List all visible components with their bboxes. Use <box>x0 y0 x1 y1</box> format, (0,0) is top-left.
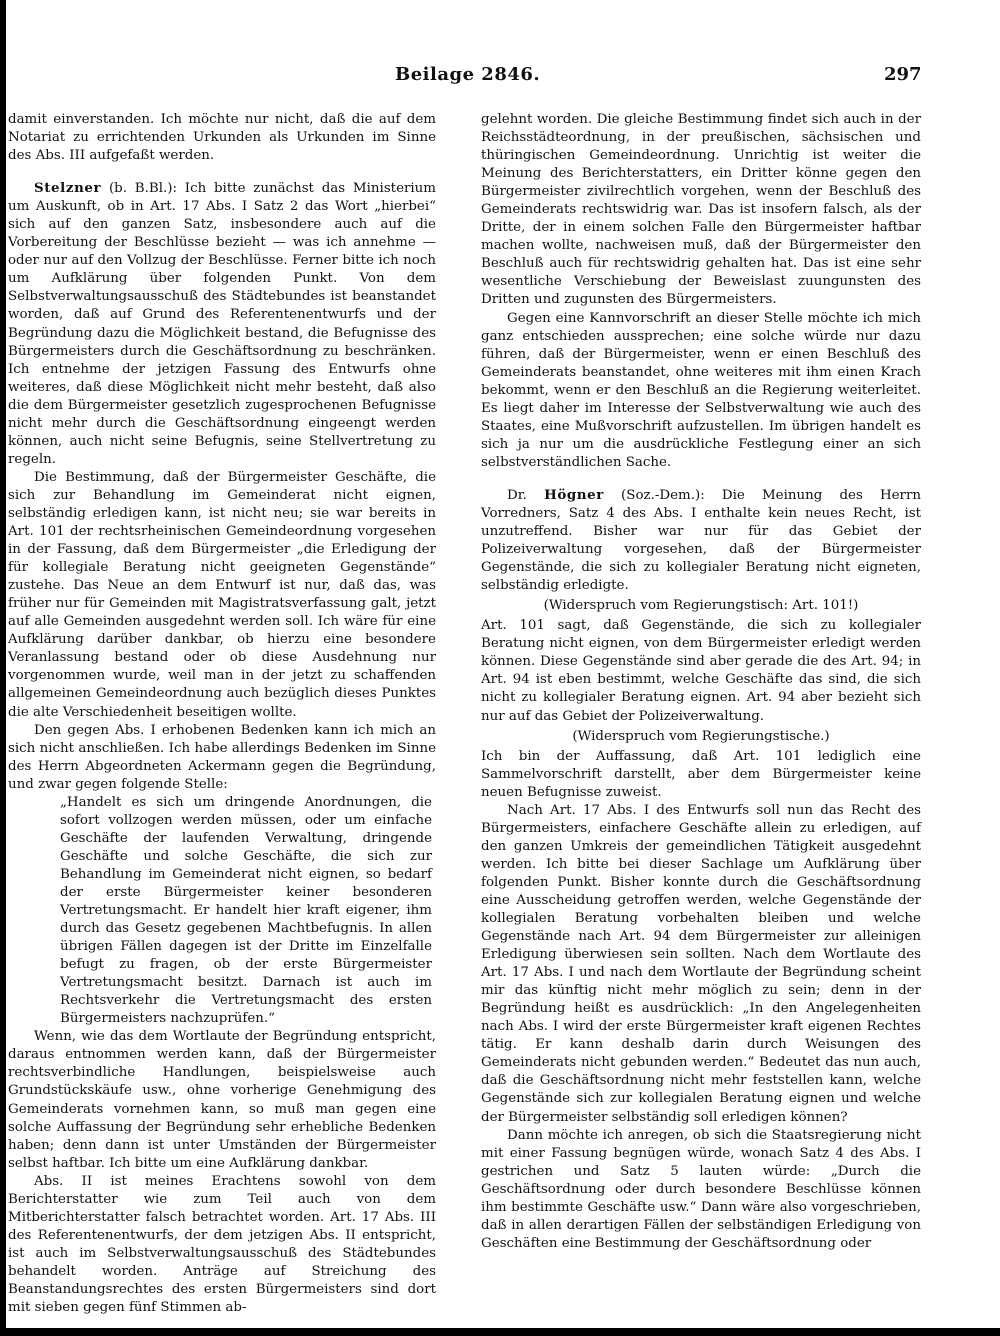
paragraph: Den gegen Abs. I erhobenen Bedenken kann ich mich an sich nicht anschließen. Ich habe allerdings Bedenken im Sinne des Herrn Abgeordneten Ackermann gegen die Begründung, und zwar gegen folgende Stelle: <box>8 722 436 792</box>
speech-stelzner <box>8 179 436 469</box>
block-quote: „Handelt es sich um dringende Anordnungen, die sofort vollzogen werden müssen, oder um einfache Geschäfte der laufenden Verwaltung, dringende Geschäfte und solche Geschäfte, die sich zur Behandlung im Gemeinderat nicht eignen, so bedarf der erste Bürgermeister keiner besonderen Vertretungsmacht. Er handelt hier kraft eigener, ihm durch das Gesetz gegebenen Machtbefugnis. In allen übrigen Fällen dagegen ist der Dritte im Einzelfalle befugt zu fragen, ob der erste Bürgermeister Vertretungsmacht besitzt. Darnach ist auch im Rechtsverkehr die Vertretungsmacht des ersten Bürgermeisters nachzuprüfen.“ <box>60 794 432 1027</box>
speech-hoegner <box>481 486 921 595</box>
paragraph: Die Bestimmung, daß der Bürgermeister Geschäfte, die sich zur Behandlung im Gemeinderat nicht eignen, selbständig erledigen kann, ist nicht neu; sie war bereits in Art. 101 der rechtsrheinischen Gemeindeordnung vorgesehen in der Fassung, daß dem Bürgermeister „die Erledigung der für kollegiale Beratung nicht geeigneten Gegenstände“ zustehe. Das Neue an dem Entwurf ist nur, daß das, was früher nur für Gemeinden mit Magistratsverfassung galt, jetzt auf alle Gemeinden ausgedehnt werden soll. Ich wäre für eine Aufklärung darüber dankbar, ob hierzu eine besondere Veranlassung bestand oder ob diese Ausdehnung nur vorgenommen wurde, weil man in der jetzt zu schaffenden allgemeinen Gemeindeordnung auch bezüglich dieses Punktes die alte Verschiedenheit beseitigen wollte. <box>8 469 436 720</box>
page-number: 297 <box>884 64 922 85</box>
left-column <box>8 111 436 1317</box>
scan-edge-shadow <box>0 0 6 1336</box>
paragraph: Nach Art. 17 Abs. I des Entwurfs soll nun das Recht des Bürgermeisters, einfachere Geschäfte allein zu erledigen, auf den ganzen Umkreis der gemeindlichen Tätigkeit ausgedehnt werden. Ich bitte bei dieser Sachlage um Aufklärung über folgenden Punkt. Bisher konnte durch die Geschäftsordnung eine Ausscheidung getroffen werden, welche Gegenstände der kollegialen Beratung vorbehalten bleiben und welche Gegenstände nach Art. 94 dem Bürgermeister zur alleinigen Erledigung überwiesen sein sollten. Nach dem Wortlaute des Art. 17 Abs. I und nach dem Wortlaute der Begründung scheint mir das künftig nicht mehr möglich zu sein; denn in der Begründung heißt es ausdrücklich: „In den Angelegenheiten nach Abs. I wird der erste Bürgermeister kraft eigenen Rechtes tätig. Er kann deshalb darin durch Weisungen des Gemeinderats nicht gebunden werden.“ Bedeutet das nun auch, daß die Geschäftsordnung nicht mehr feststellen kann, welche Gegenstände sich zur kollegialen Beratung eignen und welche der Bürgermeister selbständig soll erledigen können? <box>481 802 921 1125</box>
interjection: (Widerspruch vom Regierungstisch: Art. 101!) <box>543 598 859 614</box>
speaker-name: Högner <box>544 486 604 503</box>
paragraph: Dann möchte ich anregen, ob sich die Staatsregierung nicht mit einer Fassung begnügen würde, wonach Satz 4 des Abs. I gestrichen und Satz 5 lauten würde: „Durch die Geschäftsordnung oder durch besondere Beschlüsse können ihm bestimmte Geschäfte usw.“ Dann wäre also vorgeschrieben, daß in allen derartigen Fällen der selbständigen Erledigung von Geschäften eine Bestimmung der Geschäftsordnung oder <box>481 1127 921 1251</box>
speaker-party: (Soz.-Dem.): <box>603 487 722 503</box>
paragraph: Gegen eine Kannvorschrift an dieser Stelle möchte ich mich ganz entschieden aussprechen; eine solche würde nur dazu führen, daß der Bürgermeister, wenn er einen Beschluß des Gemeinderats beanstandet, ohne weiteres mit ihm einen Krach bekommt, wenn er den Beschluß an die Regierung weiterleitet. Es liegt daher im Interesse der Selbstverwaltung wie auch des Staates, eine Mußvorschrift aufzustellen. Im übrigen handelt es sich ja nur um die ausdrückliche Festlegung einer an sich selbstverständlichen Sache. <box>481 310 921 470</box>
paragraph: Art. 101 sagt, daß Gegenstände, die sich zu kollegialer Beratung nicht eignen, von dem Bürgermeister erledigt werden können. Diese Gegenstände sind aber gerade die des Art. 94; in Art. 94 ist eben bestimmt, welche Geschäfte das sind, die sich nicht zu kollegialer Beratung eignen. Art. 94 aber bezieht sich nur auf das Gebiet der Polizeiverwaltung. <box>481 618 921 724</box>
paragraph: Ich bin der Auffassung, daß Art. 101 lediglich eine Sammelvorschrift darstellt, aber dem Bürgermeister keine neuen Befugnisse zuweist. <box>481 748 921 800</box>
speech-text: Ich bitte zunächst das Ministerium um Auskunft, ob in Art. 17 Abs. I Satz 2 das Wort „hierbei“ sich auf den ganzen Satz, insbesondere auch auf die Vorbereitung der Beschlüsse bezieht — was ich annehme — oder nur auf den Vollzug der Beschlüsse. Ferner bitte ich noch um Aufklärung über folgenden Punkt. Von dem Selbstverwaltungsausschuß des Städtebundes ist beanstandet worden, daß auf Grund des Referentenentwurfs und der Begründung dazu die Möglichkeit bestand, die Befugnisse des Bürgermeisters durch die Geschäftsordnung zu beschränken. Ich entnehme der jetzigen Fassung des Entwurfs ohne weiteres, daß diese Möglichkeit nicht mehr besteht, daß also die dem Bürgermeister gesetzlich zugesprochenen Befugnisse nicht mehr durch die Geschäftsordnung eingeengt werden können, auch nicht seine Befugnis, seine Stellvertretung zu regeln. <box>8 181 436 467</box>
speaker-title: Dr. <box>507 487 545 503</box>
right-column <box>481 111 921 1253</box>
paragraph-gap <box>8 165 436 179</box>
paragraph: gelehnt worden. Die gleiche Bestimmung findet sich auch in der Reichsstädteordnung, in der preußischen, sächsischen und thüringischen Gemeindeordnung. Unrichtig ist weiter die Meinung des Berichterstatters, ein Dritter könne gegen den Bürgermeister zivilrechtlich vorgehen, wenn der Beschluß des Gemeinderats rechtswidrig war. Das ist insofern falsch, als der Dritte, der in einem solchen Falle den Bürgermeister haftbar machen wollte, nachweisen muß, daß der Bürgermeister den Beschluß auch für rechtswidrig gehalten hat. Das ist eine sehr wesentliche Verschiebung der Beweislast zuungunsten des Dritten und zugunsten des Bürgermeisters. <box>481 112 921 308</box>
paragraph: Wenn, wie das dem Wortlaute der Begründung entspricht, daraus entnommen werden kann, daß der Bürgermeister rechtsverbindliche Handlungen, beispielsweise auch Grundstückskäufe usw., ohne vorherige Genehmigung des Gemeinderats vornehmen kann, so muß man gegen eine solche Auffassung der Begründung sehr erhebliche Bedenken haben; denn dann ist unter Umständen der Bürgermeister selbst haftbar. Ich bitte um eine Aufklärung dankbar. <box>8 1029 436 1171</box>
paragraph: damit einverstanden. Ich möchte nur nicht, daß die auf dem Notariat zu errichtenden Urkunden als Urkunden im Sinne des Abs. III aufgefaßt werden. <box>8 112 436 164</box>
scan-bottom-edge <box>0 1328 1000 1336</box>
paragraph-gap <box>481 472 921 486</box>
speaker-name: Stelzner <box>34 180 102 197</box>
interjection: (Widerspruch vom Regierungstische.) <box>572 728 830 744</box>
page-header-title: Beilage 2846. <box>395 64 541 85</box>
speech-text: Die Meinung des Herrn Vorredners, Satz 4 des Abs. I enthalte kein neues Recht, ist unzutreffend. Bisher war nur für das Gebiet der Polizeiverwaltung vorgesehen, daß der Bürgermeister Gegenstände, die sich zu kollegialer Beratung nicht eigneten, selbständig erledigte. <box>481 487 921 594</box>
speaker-party: (b. B.Bl.): <box>101 181 185 197</box>
paragraph: Abs. II ist meines Erachtens sowohl von dem Berichterstatter wie zum Teil auch von dem Mitberichterstatter falsch betrachtet worden. Art. 17 Abs. III des Referentenentwurfs, der dem jetzigen Abs. II entspricht, ist auch im Selbstverwaltungsausschuß des Städtebundes behandelt worden. Anträge auf Streichung des Beanstandungsrechtes des ersten Bürgermeisters sind dort mit sieben gegen fünf Stimmen ab- <box>8 1173 436 1316</box>
